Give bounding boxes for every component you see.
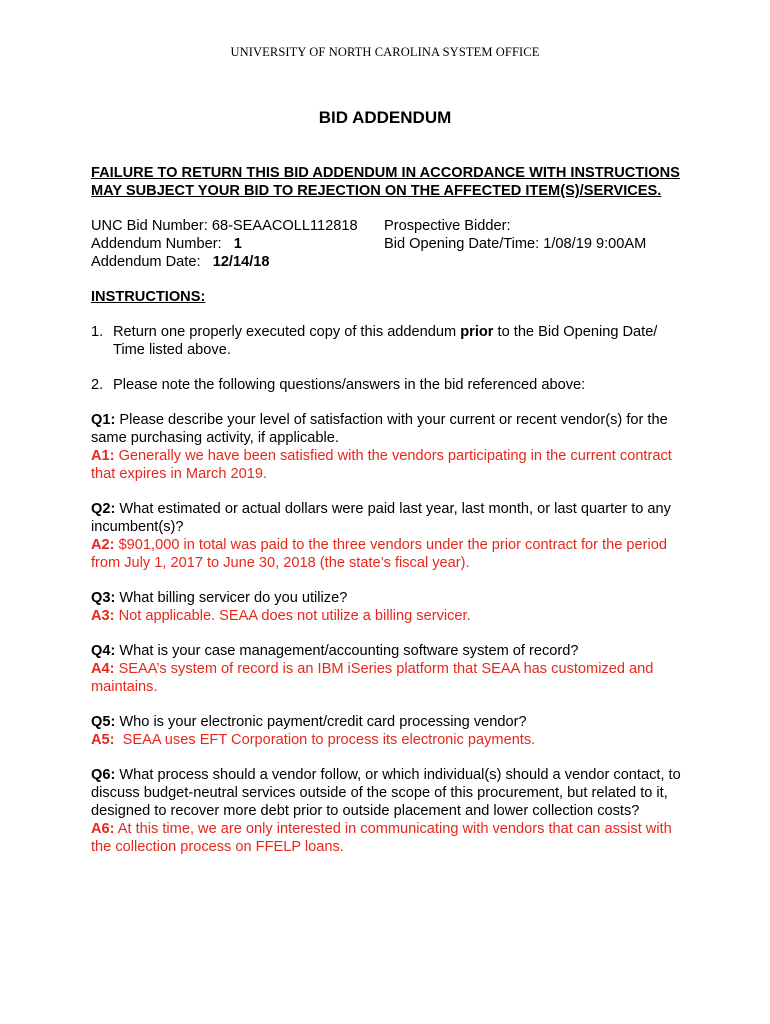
question xyxy=(91,411,691,447)
question xyxy=(91,766,691,820)
instruction-item-2 xyxy=(91,376,691,394)
answer-label: A5: xyxy=(91,732,115,748)
instruction-text-start: Return one properly executed copy of this addendum xyxy=(113,324,461,340)
bid-number-value: 68-SEAACOLL112818 xyxy=(211,218,358,234)
question-label: Q1: xyxy=(91,412,116,428)
answer-label: A6: xyxy=(91,821,115,837)
instruction-text xyxy=(113,323,691,359)
bid-opening-label: Bid Opening Date/Time: xyxy=(384,236,540,252)
answer-text: SEAA’s system of record is an IBM iSeries platform that SEAA has customized and maintains. xyxy=(91,661,654,695)
question-label: Q3: xyxy=(91,590,116,606)
addendum-date-label: Addendum Date: xyxy=(91,254,201,270)
bid-info-left xyxy=(91,217,384,271)
qa-item-2 xyxy=(91,500,691,572)
answer-label: A1: xyxy=(91,448,115,464)
question xyxy=(91,713,691,731)
addendum-number-value: 1 xyxy=(233,236,242,252)
addendum-date-row xyxy=(91,253,384,271)
answer xyxy=(91,536,691,572)
qa-item-1 xyxy=(91,411,691,483)
bid-info-block xyxy=(91,217,691,271)
bid-number-label: UNC Bid Number: xyxy=(91,218,208,234)
addendum-number-row xyxy=(91,235,384,253)
answer-text: $901,000 in total was paid to the three vendors under the prior contract for the period from July 1, 2017 to June 30, 2018 (the state’s fiscal year). xyxy=(91,537,667,571)
addendum-date-value: 12/14/18 xyxy=(212,254,270,270)
qa-item-3 xyxy=(91,589,691,625)
answer xyxy=(91,447,691,483)
question xyxy=(91,500,691,536)
qa-item-4 xyxy=(91,642,691,696)
instruction-text-end: to the Bid Opening Date/ Time listed above. xyxy=(113,324,658,358)
page-title: BID ADDENDUM xyxy=(318,108,452,127)
question-text: What billing servicer do you utilize? xyxy=(115,590,348,606)
qa-item-6 xyxy=(91,766,691,856)
rejection-warning: FAILURE TO RETURN THIS BID ADDENDUM IN ACCORDANCE WITH INSTRUCTIONS MAY SUBJECT YOUR BID TO REJECTION ON THE AFFECTED ITEM(S)/SERVICES. xyxy=(91,165,680,199)
question-text: Please describe your level of satisfaction with your current or recent vendor(s) for the same purchasing activity, if applicable. xyxy=(91,412,668,446)
addendum-number-label: Addendum Number: xyxy=(91,236,222,252)
answer-label: A4: xyxy=(91,661,115,677)
answer-text: SEAA uses EFT Corporation to process its electronic payments. xyxy=(114,732,536,748)
answer xyxy=(91,731,691,749)
answer-text: Not applicable. SEAA does not utilize a billing servicer. xyxy=(114,608,471,624)
question-text: What is your case management/accounting software system of record? xyxy=(115,643,579,659)
instruction-text: Please note the following questions/answers in the bid referenced above: xyxy=(113,377,586,393)
question-text: What estimated or actual dollars were paid last year, last month, or last quarter to any incumbent(s)? xyxy=(91,501,671,535)
question-label: Q6: xyxy=(91,767,116,783)
instruction-number: 2. xyxy=(91,377,104,393)
prospective-bidder-row xyxy=(384,217,646,235)
instruction-emphasis: prior xyxy=(460,324,494,340)
bid-number-row xyxy=(91,217,384,235)
answer-label: A3: xyxy=(91,608,115,624)
question xyxy=(91,642,691,660)
question-text: Who is your electronic payment/credit card processing vendor? xyxy=(115,714,527,730)
question-label: Q4: xyxy=(91,643,116,659)
answer-label: A2: xyxy=(91,537,115,553)
bid-opening-value: 1/08/19 9:00AM xyxy=(543,236,647,252)
prospective-bidder-label: Prospective Bidder: xyxy=(384,218,511,234)
instruction-number: 1. xyxy=(91,324,104,340)
organization-name: UNIVERSITY OF NORTH CAROLINA SYSTEM OFFICE xyxy=(230,45,540,59)
instruction-item-1 xyxy=(91,323,691,359)
answer-text: At this time, we are only interested in communicating with vendors that can assist with the collection process on FFELP loans. xyxy=(91,821,672,855)
answer xyxy=(91,607,691,625)
bid-info-right xyxy=(384,217,646,271)
document-body xyxy=(91,164,691,873)
question-label: Q5: xyxy=(91,714,116,730)
answer xyxy=(91,820,691,856)
answer-text: Generally we have been satisfied with the vendors participating in the current contract that expires in March 2019. xyxy=(91,448,672,482)
question xyxy=(91,589,691,607)
answer xyxy=(91,660,691,696)
instructions-heading: INSTRUCTIONS: xyxy=(91,289,206,305)
qa-item-5 xyxy=(91,713,691,749)
question-label: Q2: xyxy=(91,501,116,517)
bid-opening-row xyxy=(384,235,646,253)
question-text: What process should a vendor follow, or which individual(s) should a vendor contact, to discuss budget-neutral services outside of the scope of this procurement, but related to it, designed to recover more debt prior to outside placement and lower collection costs? xyxy=(91,767,681,819)
